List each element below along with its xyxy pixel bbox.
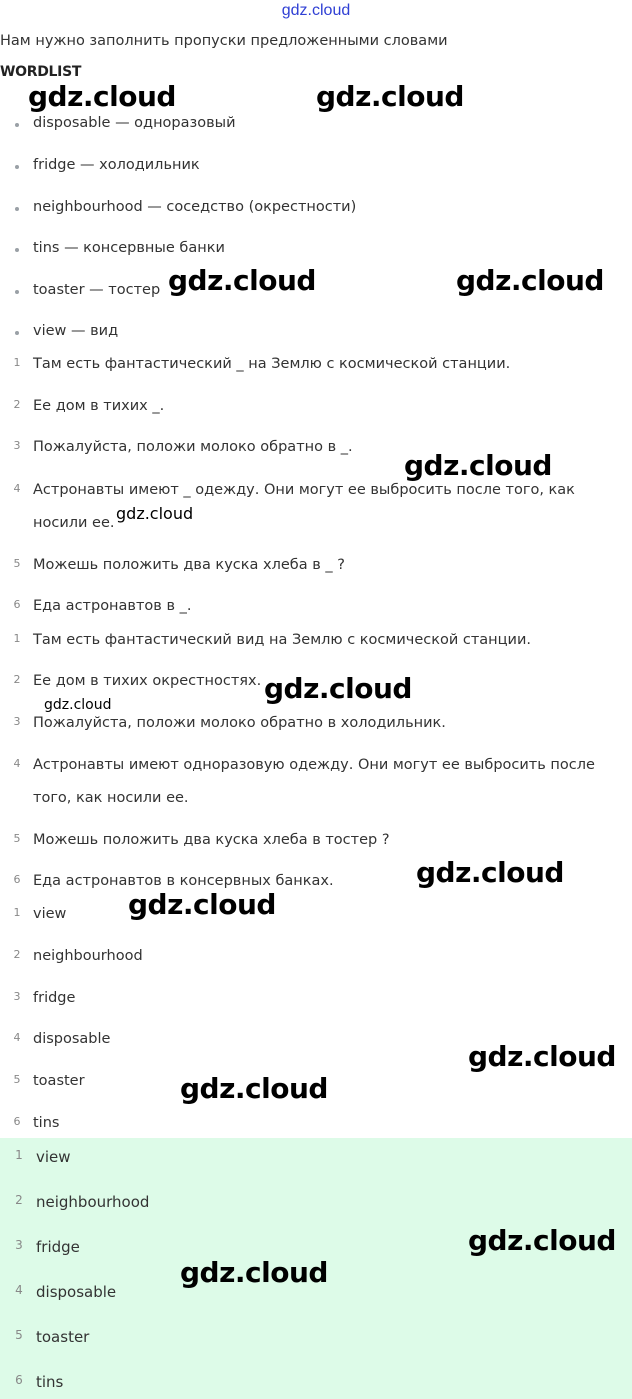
watermark: gdz.cloud: [168, 264, 316, 297]
watermark: gdz.cloud: [28, 80, 176, 113]
watermark: gdz.cloud: [456, 264, 604, 297]
watermark: gdz.cloud: [264, 672, 412, 705]
watermark: gdz.cloud: [180, 1256, 328, 1289]
bullet-icon: [15, 331, 19, 335]
bullet-icon: [15, 248, 19, 252]
wordlist-heading: WORDLIST: [0, 64, 82, 80]
watermark: gdz.cloud: [180, 1072, 328, 1105]
watermark: gdz.cloud: [316, 80, 464, 113]
watermark: gdz.cloud: [416, 856, 564, 889]
watermark: gdz.cloud: [468, 1224, 616, 1257]
bullet-icon: [15, 207, 19, 211]
bullet-icon: [15, 165, 19, 169]
watermark: gdz.cloud: [468, 1040, 616, 1073]
instruction-text: Нам нужно заполнить пропуски предложенными словами: [0, 33, 448, 49]
site-watermark-title[interactable]: gdz.cloud: [281, 2, 351, 19]
watermark: gdz.cloud: [128, 888, 276, 921]
watermark: gdz.cloud: [404, 449, 552, 482]
bullet-icon: [15, 290, 19, 294]
bullet-icon: [15, 123, 19, 127]
answer-highlight-block: 1 view 2 neighbourhood 3 fridge 4 disposable 5 toaster 6 tins: [0, 1138, 632, 1399]
watermark: gdz.cloud: [44, 697, 112, 713]
watermark: gdz.cloud: [116, 504, 194, 523]
